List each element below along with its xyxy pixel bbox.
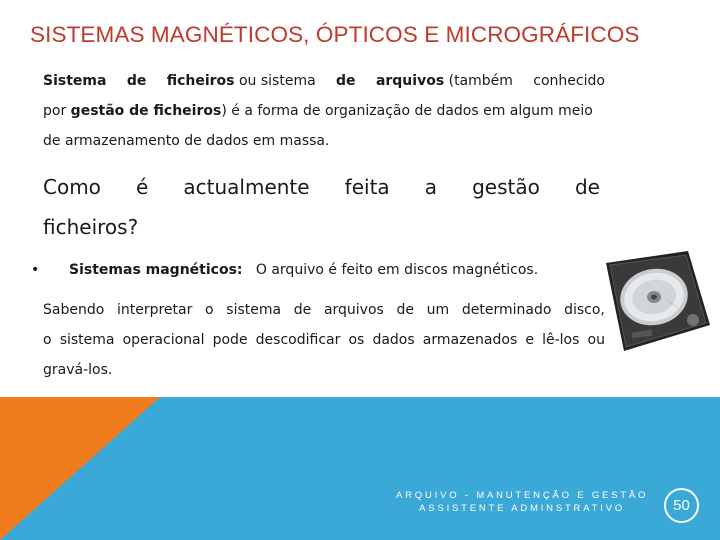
word: Sistema (43, 73, 107, 89)
question-line-1 (43, 175, 600, 215)
word: gestão (472, 175, 540, 199)
footer-line-1: ARQUIVO - MANUTENÇÃO E GESTÃO (396, 490, 649, 501)
word: actualmente (183, 175, 310, 199)
question-heading (43, 175, 600, 255)
disk-paragraph (43, 299, 605, 389)
word: sistema (59, 332, 115, 348)
bullet-label: Sistemas magnéticos: (69, 262, 243, 278)
word: de (126, 73, 147, 89)
footer-line-2: ASSISTENTE ADMINSTRATIVO (419, 503, 626, 514)
intro-line-3: de armazenamento de dados em massa. (43, 133, 330, 149)
footer-text (396, 489, 648, 515)
word: de (574, 175, 600, 199)
word: e (525, 332, 534, 348)
term-bold: gestão de ficheiros (70, 103, 222, 119)
word: ficheiros (166, 73, 235, 89)
word: determinado (461, 302, 552, 318)
word: ou sistema (238, 73, 316, 89)
word: a (424, 175, 438, 199)
bullet-item (31, 262, 538, 278)
word: o (205, 302, 214, 318)
word: arquivos (323, 302, 384, 318)
text-span: por (43, 103, 71, 119)
word: disco, (564, 302, 605, 318)
word: de (396, 302, 414, 318)
word: descodificar (255, 332, 341, 348)
intro-line-1 (43, 70, 605, 100)
word-group (376, 70, 513, 100)
word: os (348, 332, 365, 348)
word: Sabendo (43, 302, 105, 318)
disk-line-1 (43, 299, 605, 329)
word: (também (448, 73, 513, 89)
bullet-icon: • (31, 262, 40, 278)
word: o (43, 332, 52, 348)
disk-line-2 (43, 329, 605, 359)
intro-paragraph (43, 70, 605, 160)
bullet-text: O arquivo é feito em discos magnéticos. (255, 262, 539, 278)
word-group (167, 70, 316, 100)
word: um (426, 302, 450, 318)
word: é (136, 175, 149, 199)
word: interpretar (116, 302, 193, 318)
slide-title: SISTEMAS MAGNÉTICOS, ÓPTICOS E MICROGRÁFICOS (30, 22, 640, 47)
word: conhecido (533, 73, 605, 89)
hard-disk-drive-photo (598, 247, 714, 355)
word: de (293, 302, 312, 318)
word: de (336, 73, 356, 89)
disk-line-3: gravá-los. (43, 362, 113, 378)
word: sistema (226, 302, 282, 318)
footer-accent-triangle (0, 397, 160, 540)
word: operacional (122, 332, 205, 348)
word: pode (212, 332, 248, 348)
text-span: ) é a forma de organização de dados em algum meio (221, 103, 593, 119)
page-number: 50 (664, 488, 699, 523)
word: dados (372, 332, 415, 348)
word: armazenados (422, 332, 518, 348)
question-line-2: ficheiros? (43, 215, 139, 239)
word: Como (43, 175, 101, 199)
word: arquivos (375, 73, 445, 89)
word: feita (344, 175, 390, 199)
word: lê-los (542, 332, 580, 348)
word: ou (587, 332, 605, 348)
intro-line-2 (43, 100, 605, 130)
